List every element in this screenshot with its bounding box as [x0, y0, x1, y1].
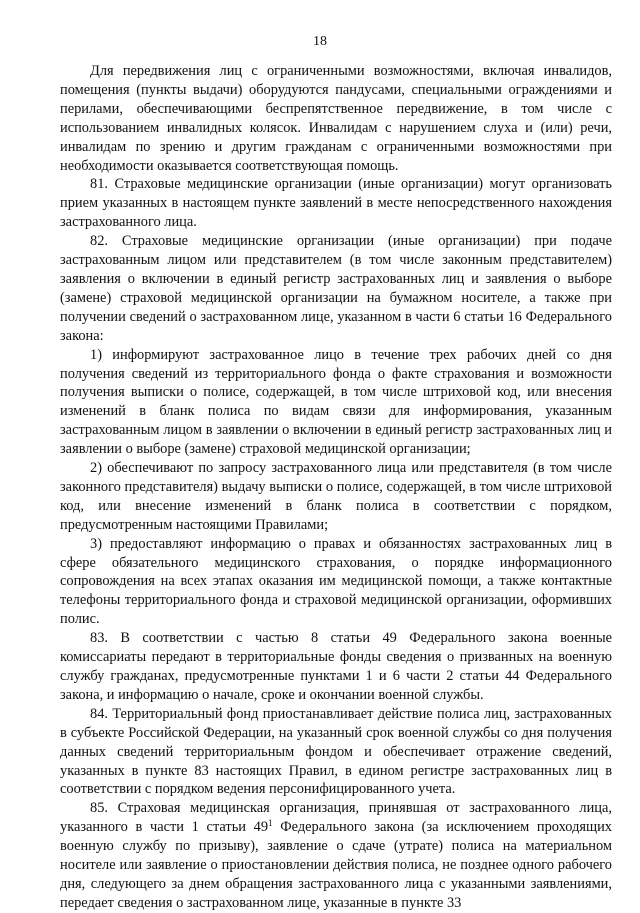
paragraph-85: [60, 799, 612, 912]
paragraph-85-start: 85. Страховая медицинская организация, принявшая от застрахованного лица, указанного в части 1 статьи 49: [60, 800, 612, 836]
page-number: 18: [313, 34, 327, 49]
superscript-1: 1: [268, 818, 273, 829]
paragraph-82-item-2: 2) обеспечивают по запросу застрахованного лица или представителя (в том числе законного представителя) выдачу выписки о полисе, содержащей, в том числе штриховой код, или внесение изменений в бланк полиса в соответствии с порядком, предусмотренным настоящими Правилами;: [60, 460, 612, 533]
paragraph-82-item-1: 1) информируют застрахованное лицо в течение трех рабочих дней со дня получения сведений из территориального фонда о факте страхования и возможности получения выписки о полисе, содержащей, в том числе штриховой код, или внесения изменений в бланк полиса по видам связи для информирования, указанным застрахованным лицом в заявлении о включении в единый регистр застрахованных лиц и заявлении о выборе (замене) страховой медицинской организации;: [60, 346, 612, 458]
document-body: [60, 62, 612, 913]
paragraph-85-end: Федерального закона (за исключением проходящих военную службу по призыву), заявление о сдаче (утрате) полиса на материальном носителе или заявление о приостановлении действия полиса, не позднее одного рабочего дня, следующего за днем обращения застрахованного лица с указанными заявлениями, передает сведения о застрахованном лице, указанные в пункте 33: [60, 819, 612, 911]
paragraph-83: 83. В соответствии с частью 8 статьи 49 Федерального закона военные комиссариаты передают в территориальные фонды сведения о призванных на военную службу гражданах, предусмотренные пунктами 1 и 6 части 2 статьи 44 Федерального закона, и информацию о начале, сроке и окончании военной службы.: [60, 630, 612, 703]
paragraph-82-item-3: 3) предоставляют информацию о правах и обязанностях застрахованных лиц в сфере обязательного медицинского страхования, о порядке информационного сопровождения на всех этапах оказания им медицинской помощи, а также контактные телефоны территориального фонда и страховой медицинской организации, оформивших полис.: [60, 535, 612, 628]
paragraph-accessibility: Для передвижения лиц с ограниченными возможностями, включая инвалидов, помещения (пункты выдачи) оборудуются пандусами, специальными ограждениями и перилами, обеспечивающими беспрепятственное передвижение, в том числе с использованием инвалидных колясок. Инвалидам с нарушением слуха и (или) речи, инвалидам по зрению и другим гражданам с ограниченными возможностями при необходимости оказывается соответствующая помощь.: [60, 63, 612, 174]
paragraph-81: 81. Страховые медицинские организации (иные организации) могут организовать прием указанных в настоящем пункте заявлений в месте непосредственного нахождения застрахованного лица.: [60, 176, 612, 231]
paragraph-84: 84. Территориальный фонд приостанавливает действие полиса лиц, застрахованных в субъекте Российской Федерации, на указанный срок военной службы со дня получения данных сведений территориальным фондом и обеспечивает отражение сведений, указанных в пункте 83 настоящих Правил, в едином регистре застрахованных лиц в соответствии с порядком ведения персонифицированного учета.: [60, 705, 612, 798]
paragraph-82: 82. Страховые медицинские организации (иные организации) при подаче застрахованным лицом или представителем (в том числе законным представителем) заявления о включении в единый регистр застрахованных лиц и заявления о выборе (замене) страховой медицинской организации на бумажном носителе, а также при получении сведений о застрахованном лице, указанном в части 6 статьи 16 Федерального закона:: [60, 233, 612, 344]
